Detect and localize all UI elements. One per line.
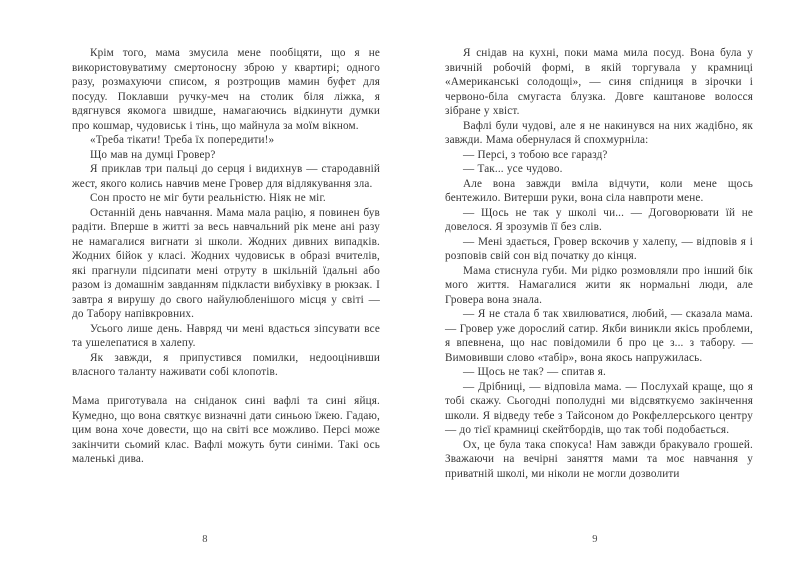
paragraph: Як завжди, я припустився помилки, недооцінивши власного таланту наживати собі клопотів. xyxy=(72,351,380,378)
page-right xyxy=(400,0,800,578)
paragraph: Ох, це була така спокуса! Нам завжди бракувало грошей. Зважаючи на вечірні заняття мами та моє навчання у приватній школі, ми ніколи не могли дозволити xyxy=(445,438,753,480)
paragraph: Мама стиснула губи. Ми рідко розмовляли про інший бік мого життя. Намагалися жити як нормальні люди, але Гровера вона знала. xyxy=(445,264,753,306)
dialogue-line: — Персі, з тобою все гаразд? xyxy=(463,148,608,161)
page-right-textblock xyxy=(445,46,753,481)
paragraph: Що мав на думці Гровер? xyxy=(90,148,216,161)
dialogue-line: — Я не стала б так хвилюватися, любий, — сказала мама. — Гровер уже дорослий сатир. Якби виникли якісь проблеми, я впевнена, що нас повідомили б про це з... з табору. — Вимовивши слово «табір», вона якось напружилась. xyxy=(445,308,753,364)
page-number-left: 8 xyxy=(202,534,208,545)
paragraph: «Треба тікати! Треба їх попередити!» xyxy=(90,134,275,146)
dialogue-line: — Так... усе чудово. xyxy=(463,163,563,175)
paragraph: Я приклав три пальці до серця і видихнув — стародавній жест, якого колись навчив мене Гровер для відлякування зла. xyxy=(72,163,380,190)
dialogue-line: — Щось не так? — спитав я. xyxy=(463,366,606,378)
dialogue-line: — Дрібниці, — відповіла мама. — Послухай краще, що я тобі скажу. Сьогодні пополудні ми відсвяткуємо закінчення школи. Я відведу тебе з Тайсоном до Рокфеллерського центру — до тієї крамниці скейтбордів, що так тобі подобається. xyxy=(445,380,753,436)
paragraph: Я снідав на кухні, поки мама мила посуд. Вона була у звичній робочій формі, в якій торгувала у крамниці «Американські солодощі», — синя спідниця в зірочки і червоно-біла смугаста блузка. Довге каштанове волосся зібране у хвіст. xyxy=(445,47,753,117)
paragraph: Останній день навчання. Мама мала рацію, я повинен був радіти. Вперше в житті за весь навчальний рік мене ані разу не намагалися вигнати зі школи. Жодних дивних випадків. Жодних бійок у класі. Жодних чудовиськ в образі вчителів, які прагнули підсипати мені отруту в шкільній їдальні або разом із домашнім завданням підкласти вибухівку в рюкзак. І завтра я вирушу до свого найулюбленішого місця у світі — до Табору напівкровних. xyxy=(72,206,380,320)
page-left-textblock xyxy=(72,46,380,467)
page-number-right: 9 xyxy=(592,534,598,545)
paragraph: Але вона завжди вміла відчути, коли мене щось бентежило. Витерши руки, вона сіла навпроти мене. xyxy=(445,177,753,204)
dialogue-line: — Мені здається, Гровер вскочив у халепу, — відповів я і розповів свій сон від початку до кінця. xyxy=(445,235,753,262)
dialogue-line: — Щось не так у школі чи... — Договорювати їй не довелося. Я зрозумів її без слів. xyxy=(445,206,753,233)
paragraph: Сон просто не міг бути реальністю. Ніяк не міг. xyxy=(90,192,326,204)
paragraph: Вафлі були чудові, але я не накинувся на них жадібно, як завжди. Мама обернулася й спохмурніла: xyxy=(445,119,753,146)
paragraph: Усього лише день. Навряд чи мені вдасться зіпсувати все та ушелепатися в халепу. xyxy=(72,322,380,349)
paragraph-after-section-break: Мама приготувала на сніданок сині вафлі та сині яйця. Кумедно, що вона святкує визначні дати синьою їжею. Гадаю, цим вона хоче довести, що на світі все можливо. Персі може закінчити сьомий клас. Вафлі можуть бути синіми. Такі ось маленькі дива. xyxy=(72,395,380,465)
paragraph: Крім того, мама змусила мене пообіцяти, що я не використовуватиму смертоносну зброю у квартирі; одного разу, розмахуючи списом, я розтрощив мамин буфет для посуду. Поклавши ручку-меч на столик біля ліжка, я вдягнувся якомога швидше, намагаючись відкинути думки про кошмар, чудовиськ і тінь, що майнула за моїм вікном. xyxy=(72,47,380,132)
